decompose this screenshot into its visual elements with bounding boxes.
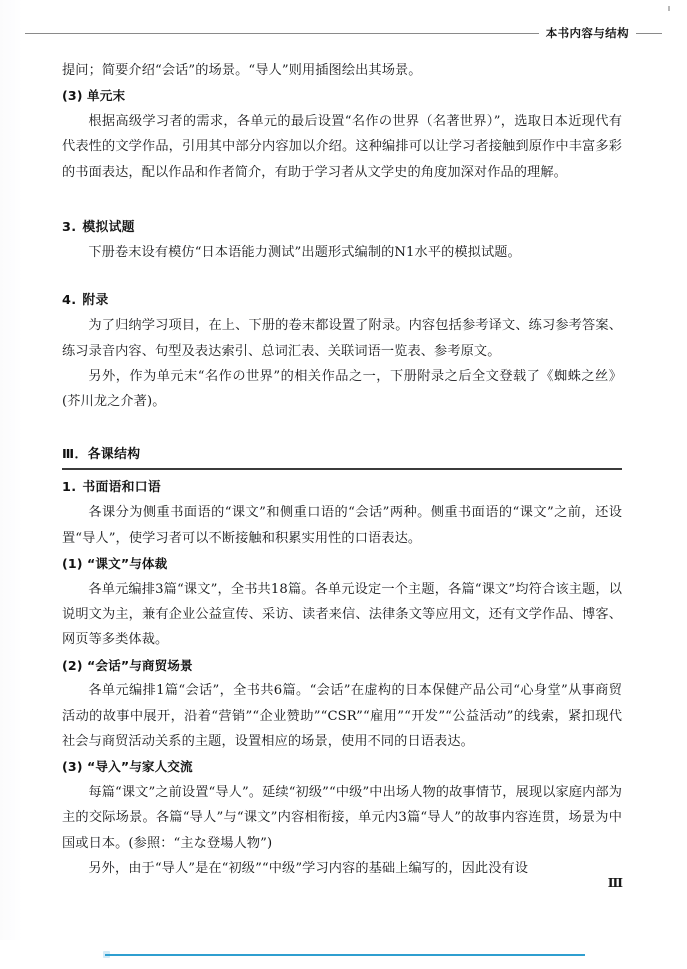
section-head-lesson-structure-rule bbox=[62, 468, 622, 470]
bottom-accent-rule[interactable] bbox=[105, 954, 585, 956]
running-head-rule-right bbox=[636, 33, 662, 34]
para-conversation-business-body: 各单元编排1篇“会话”，全书共6篇。“会话”在虚构的日本保健产品公司“心身堂”从事商贸活动的故事中展开，沿着“营销”“企业赞助”“CSR”“雇用”“开发”“公益活动”的线索，紧扣现代社会与商贸活动关系的主题，设置相应的场景，使用不同的日语表达。 bbox=[62, 683, 622, 749]
para-appendix-extra: 另外，作为单元末“名作の世界”的相关作品之一，下册附录之后全文登载了《蜘蛛之丝》(芥川龙之介著)。 bbox=[62, 369, 622, 410]
page-gutter-shading bbox=[0, 0, 22, 940]
body-text-column bbox=[62, 58, 622, 881]
para-intro-family-body: 每篇“课文”之前设置“导人”。延续“初级”“中级”中出场人物的故事情节，展现以家庭内部为主的交际场景。各篇“导人”与“课文”内容相衔接，单元内3篇“导人”的故事内容连贯，场景为中国或日本。(参照：“主な登場人物”) bbox=[62, 784, 622, 851]
numhead-4-appendix-label: 附录 bbox=[82, 292, 109, 308]
numhead-4-appendix-number: 4. bbox=[62, 292, 77, 308]
running-head-rule-left bbox=[25, 33, 539, 34]
numhead-1-written-spoken-number: 1. bbox=[62, 479, 77, 495]
para-written-spoken-body: 各课分为侧重书面语的“课文”和侧重口语的“会话”两种。侧重书面语的“课文”之前，还设置“导人”，使学习者可以不断接触和积累实用性的口语表达。 bbox=[62, 505, 622, 546]
subhead-1-text-genre: (1) “课文”与体裁 bbox=[62, 556, 168, 572]
scan-speck-top-right bbox=[668, 6, 670, 11]
para-text-genre-body: 各单元编排3篇“课文”，全书共18篇。各单元设定一个主题，各篇“课文”均符合该主题，以说明文为主，兼有企业公益宣传、采访、读者来信、法律条文等应用文，还有文学作品、博客、网页等多类体裁。 bbox=[62, 581, 622, 648]
spacer-before-section-3 bbox=[62, 415, 622, 445]
running-head-title: 本书内容与结构 bbox=[545, 26, 629, 40]
section-head-lesson-structure: Ⅲ．各课结构 bbox=[62, 446, 141, 462]
para-mock-exam-body: 下册卷末设有模仿“日本语能力测试”出题形式编制的N1水平的模拟试题。 bbox=[88, 245, 521, 261]
numhead-3-mock-exam-number: 3. bbox=[62, 220, 77, 236]
spacer-before-mock-exam bbox=[62, 185, 622, 215]
page-number: Ⅲ bbox=[607, 875, 624, 890]
numhead-3-mock-exam-label: 模拟试题 bbox=[82, 220, 135, 236]
para-unit-end-continuation: 提问；简要介绍“会话”的场景。“导人”则用插图绘出其场景。 bbox=[62, 63, 422, 78]
numhead-3-mock-exam bbox=[62, 215, 622, 240]
subhead-3-unit-end: (3) 单元末 bbox=[62, 88, 126, 104]
numhead-1-written-spoken-label: 书面语和口语 bbox=[82, 479, 161, 495]
running-head bbox=[25, 22, 662, 44]
numhead-4-appendix bbox=[62, 288, 622, 313]
para-intro-family-extra: 另外，由于“导人”是在“初级”“中级”学习内容的基础上编写的，因此没有设 bbox=[88, 860, 529, 876]
spacer-before-appendix bbox=[62, 266, 622, 288]
subhead-2-conversation-business: (2) “会话”与商贸场景 bbox=[62, 657, 193, 673]
para-appendix-body: 为了归纳学习项目，在上、下册的卷末都设置了附录。内容包括参考译文、练习参考答案、练习录音内容、句型及表达索引、总词汇表、关联词语一览表、参考原文。 bbox=[62, 318, 622, 359]
section-head-lesson-structure-wrapper bbox=[62, 445, 622, 470]
para-unit-end-body: 根据高级学习者的需求，各单元的最后设置“名作の世界（名著世界）”，选取日本近现代有代表性的文学作品，引用其中部分内容加以介绍。这种编排可以让学习者接触到原作中丰富多彩的书面表达，配以作品和作者简介，有助于学习者从文学史的角度加深对作品的理解。 bbox=[62, 113, 622, 180]
subhead-3-intro-family: (3) “导入”与家人交流 bbox=[62, 759, 193, 775]
numhead-1-written-spoken bbox=[62, 475, 622, 500]
